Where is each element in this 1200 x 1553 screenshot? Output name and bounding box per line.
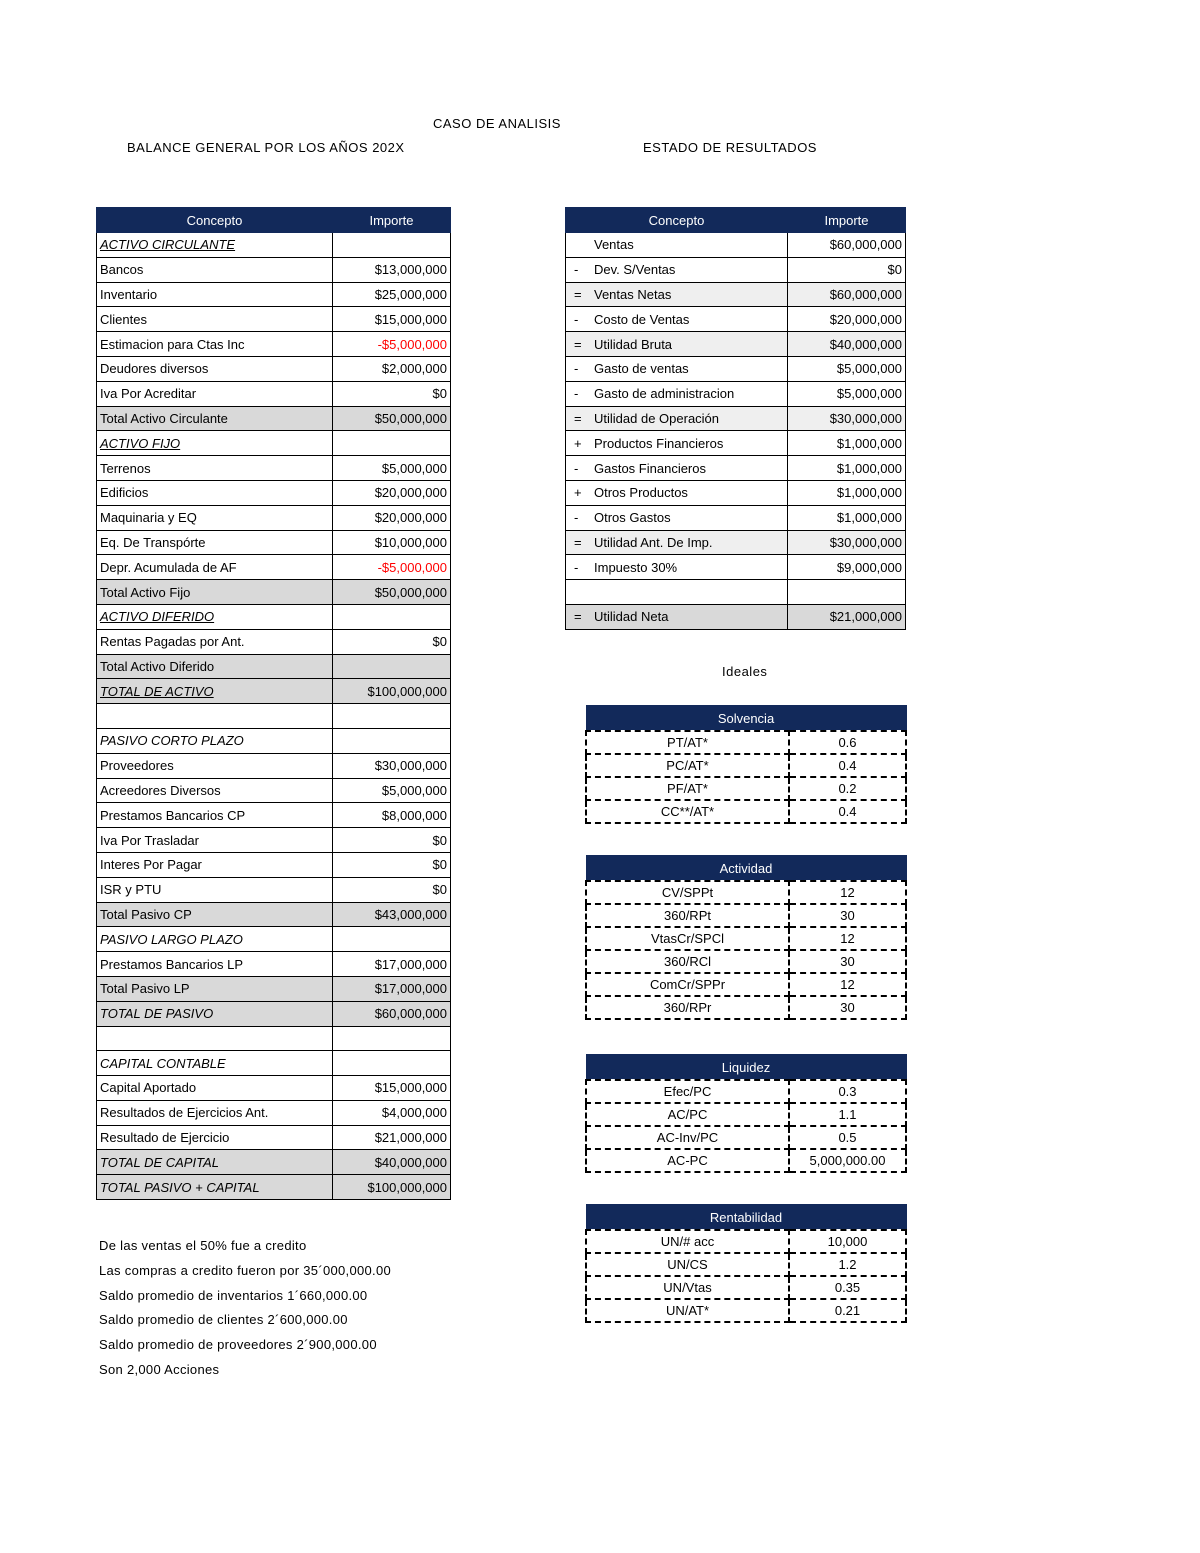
er-row — [566, 307, 906, 332]
bs-amount: $2,000,000 — [333, 356, 451, 381]
bs-amount: $15,000,000 — [333, 307, 451, 332]
bs-row — [97, 1001, 451, 1026]
er-concept-cell — [566, 530, 788, 555]
er-operator: = — [574, 286, 582, 302]
er-concept-cell — [566, 505, 788, 530]
ratio-row — [586, 1080, 906, 1103]
ratio-formula: AC/PC — [586, 1103, 789, 1126]
er-concept: Utilidad de Operación — [594, 410, 720, 426]
note-line: Saldo promedio de inventarios 1´660,000.00 — [99, 1287, 368, 1303]
ratio-ideal-value: 12 — [789, 927, 906, 950]
bs-amount: $5,000,000 — [333, 778, 451, 803]
ratio-row — [586, 1276, 906, 1299]
er-operator: = — [574, 609, 582, 625]
ratio-formula: UN/AT* — [586, 1299, 789, 1322]
ratio-row — [586, 1126, 906, 1149]
note-line: Son 2,000 Acciones — [99, 1362, 220, 1377]
ratio-row — [586, 1299, 906, 1322]
er-operator: = — [574, 534, 582, 550]
bs-row — [97, 332, 451, 357]
er-row — [566, 604, 906, 629]
er-concept: Dev. S/Ventas — [594, 262, 676, 278]
er-row — [566, 282, 906, 307]
er-amount: $9,000,000 — [788, 555, 906, 580]
bs-row — [97, 307, 451, 332]
bs-row — [97, 530, 451, 555]
er-concept-cell — [566, 257, 788, 282]
bs-row — [97, 753, 451, 778]
bs-row — [97, 803, 451, 828]
bs-amount: $0 — [333, 877, 451, 902]
er-concept: Utilidad Bruta — [594, 336, 673, 352]
bs-concept: TOTAL DE ACTIVO — [97, 679, 333, 704]
bs-amount: $50,000,000 — [333, 406, 451, 431]
bs-row — [97, 1100, 451, 1125]
er-amount: $1,000,000 — [788, 505, 906, 530]
bs-amount: $13,000,000 — [333, 257, 451, 282]
bs-amount: $0 — [333, 828, 451, 853]
bs-concept: Interes Por Pagar — [97, 852, 333, 877]
ratio-row — [586, 973, 906, 996]
bs-amount — [333, 728, 451, 753]
er-concept-cell — [566, 480, 788, 505]
ratio-row — [586, 904, 906, 927]
er-concept: Gasto de ventas — [594, 361, 689, 377]
bs-concept: TOTAL DE PASIVO — [97, 1001, 333, 1026]
bs-amount: $0 — [333, 852, 451, 877]
income-statement-table — [565, 207, 906, 630]
bs-row — [97, 1076, 451, 1101]
ratio-formula: UN/Vtas — [586, 1276, 789, 1299]
bs-concept: Terrenos — [97, 456, 333, 481]
ratio-row — [586, 777, 906, 800]
er-operator: = — [574, 336, 582, 352]
er-concept-cell — [566, 406, 788, 431]
er-concept-cell — [566, 580, 788, 605]
bs-row — [97, 1150, 451, 1175]
bs-amount: $4,000,000 — [333, 1100, 451, 1125]
ratio-ideal-value: 12 — [789, 973, 906, 996]
er-row — [566, 381, 906, 406]
bs-row — [97, 381, 451, 406]
bs-amount: $21,000,000 — [333, 1125, 451, 1150]
bs-row — [97, 828, 451, 853]
ratio-ideal-value: 12 — [789, 881, 906, 904]
er-row — [566, 505, 906, 530]
bs-amount: -$5,000,000 — [333, 555, 451, 580]
er-amount: $0 — [788, 257, 906, 282]
ratio-formula: AC-Inv/PC — [586, 1126, 789, 1149]
er-amount: $40,000,000 — [788, 332, 906, 357]
er-row — [566, 530, 906, 555]
er-amount: $5,000,000 — [788, 381, 906, 406]
bs-concept: Total Activo Fijo — [97, 580, 333, 605]
er-operator: - — [574, 361, 579, 377]
bs-concept: Resultado de Ejercicio — [97, 1125, 333, 1150]
er-amount: $1,000,000 — [788, 456, 906, 481]
bs-concept: Eq. De Transpórte — [97, 530, 333, 555]
bs-amount: $10,000,000 — [333, 530, 451, 555]
er-operator: - — [574, 262, 579, 278]
ratio-row — [586, 754, 906, 777]
er-amount — [788, 580, 906, 605]
bs-concept: Estimacion para Ctas Inc — [97, 332, 333, 357]
bs-amount — [333, 1051, 451, 1076]
bs-row — [97, 704, 451, 729]
er-concept: Otros Gastos — [594, 510, 671, 526]
er-operator: - — [574, 311, 579, 327]
bs-row — [97, 505, 451, 530]
bs-concept: ACTIVO FIJO — [97, 431, 333, 456]
bs-row — [97, 952, 451, 977]
bs-concept — [97, 704, 333, 729]
ratio-ideal-value: 1.2 — [789, 1253, 906, 1276]
er-concept-cell — [566, 282, 788, 307]
bs-amount: $17,000,000 — [333, 976, 451, 1001]
bs-concept: Inventario — [97, 282, 333, 307]
bs-amount — [333, 704, 451, 729]
ratio-ideal-value: 0.21 — [789, 1299, 906, 1322]
bs-concept — [97, 1026, 333, 1051]
ratio-table-title: Solvencia — [586, 706, 906, 732]
bs-row — [97, 654, 451, 679]
bs-row — [97, 1125, 451, 1150]
ratio-table-rentabilidad — [585, 1204, 907, 1323]
bs-amount — [333, 654, 451, 679]
ratio-row — [586, 1253, 906, 1276]
note-line: Saldo promedio de proveedores 2´900,000.00 — [99, 1337, 377, 1353]
ratio-row — [586, 950, 906, 973]
bs-amount: -$5,000,000 — [333, 332, 451, 357]
bs-row — [97, 257, 451, 282]
ratio-ideal-value: 30 — [789, 904, 906, 927]
er-concept-cell — [566, 431, 788, 456]
ratio-row — [586, 800, 906, 823]
er-amount: $21,000,000 — [788, 604, 906, 629]
bs-amount — [333, 233, 451, 258]
bs-amount: $25,000,000 — [333, 282, 451, 307]
balance-sheet-table — [96, 207, 451, 1200]
bs-concept: Iva Por Trasladar — [97, 828, 333, 853]
bs-amount: $100,000,000 — [333, 679, 451, 704]
bs-row — [97, 406, 451, 431]
bs-amount: $30,000,000 — [333, 753, 451, 778]
bs-concept: Proveedores — [97, 753, 333, 778]
er-row — [566, 480, 906, 505]
er-row — [566, 456, 906, 481]
bs-amount: $8,000,000 — [333, 803, 451, 828]
bs-amount: $50,000,000 — [333, 580, 451, 605]
bs-header-concepto: Concepto — [97, 208, 333, 233]
ratio-row — [586, 927, 906, 950]
bs-concept: Total Pasivo CP — [97, 902, 333, 927]
results-title: ESTADO DE RESULTADOS — [643, 140, 817, 155]
bs-concept: Total Activo Circulante — [97, 406, 333, 431]
bs-header-importe: Importe — [333, 208, 451, 233]
bs-amount: $40,000,000 — [333, 1150, 451, 1175]
ratio-formula: PT/AT* — [586, 731, 789, 754]
note-line: Saldo promedio de clientes 2´600,000.00 — [99, 1312, 348, 1328]
er-header-concepto: Concepto — [566, 208, 788, 233]
ratio-formula: CV/SPPt — [586, 881, 789, 904]
ratio-table-solvencia — [585, 705, 907, 824]
bs-row — [97, 679, 451, 704]
ratio-ideal-value: 0.2 — [789, 777, 906, 800]
ratio-row — [586, 1103, 906, 1126]
er-row — [566, 431, 906, 456]
ratio-table-liquidez — [585, 1054, 907, 1173]
ratio-ideal-value: 0.35 — [789, 1276, 906, 1299]
ratio-formula: UN/CS — [586, 1253, 789, 1276]
ratio-ideal-value: 1.1 — [789, 1103, 906, 1126]
ratio-formula: PF/AT* — [586, 777, 789, 800]
er-concept: Utilidad Ant. De Imp. — [594, 534, 713, 550]
bs-concept: Maquinaria y EQ — [97, 505, 333, 530]
er-concept: Ventas Netas — [594, 286, 672, 302]
ratio-formula: VtasCr/SPCl — [586, 927, 789, 950]
bs-row — [97, 1175, 451, 1200]
er-concept-cell — [566, 356, 788, 381]
er-operator: = — [574, 410, 582, 426]
bs-row — [97, 1026, 451, 1051]
bs-row — [97, 1051, 451, 1076]
er-row — [566, 257, 906, 282]
er-operator: + — [574, 435, 582, 451]
bs-concept: Acreedores Diversos — [97, 778, 333, 803]
ratio-formula: 360/RCl — [586, 950, 789, 973]
er-concept: Impuesto 30% — [594, 559, 678, 575]
bs-concept: PASIVO LARGO PLAZO — [97, 927, 333, 952]
er-amount: $60,000,000 — [788, 233, 906, 258]
er-operator: - — [574, 510, 579, 526]
er-concept-cell — [566, 233, 788, 258]
bs-concept: Prestamos Bancarios CP — [97, 803, 333, 828]
bs-amount — [333, 604, 451, 629]
bs-amount — [333, 927, 451, 952]
notes-block — [99, 1238, 499, 1398]
er-row — [566, 332, 906, 357]
er-row — [566, 233, 906, 258]
ratio-formula: UN/# acc — [586, 1230, 789, 1253]
bs-row — [97, 604, 451, 629]
er-amount: $20,000,000 — [788, 307, 906, 332]
note-line: De las ventas el 50% fue a credito — [99, 1238, 307, 1253]
er-concept-cell — [566, 381, 788, 406]
bs-concept: Capital Aportado — [97, 1076, 333, 1101]
er-concept: Otros Productos — [594, 485, 688, 501]
bs-amount — [333, 431, 451, 456]
er-amount: $1,000,000 — [788, 480, 906, 505]
bs-row — [97, 976, 451, 1001]
er-amount: $30,000,000 — [788, 530, 906, 555]
ratio-formula: Efec/PC — [586, 1080, 789, 1103]
ratio-formula: ComCr/SPPr — [586, 973, 789, 996]
ratio-row — [586, 881, 906, 904]
ratio-row — [586, 996, 906, 1019]
er-operator: - — [574, 460, 579, 476]
bs-concept: ISR y PTU — [97, 877, 333, 902]
er-amount: $1,000,000 — [788, 431, 906, 456]
ratio-ideal-value: 30 — [789, 996, 906, 1019]
bs-row — [97, 480, 451, 505]
bs-row — [97, 902, 451, 927]
bs-amount: $20,000,000 — [333, 505, 451, 530]
ratio-ideal-value: 30 — [789, 950, 906, 973]
ratio-ideal-value: 0.4 — [789, 800, 906, 823]
bs-amount: $43,000,000 — [333, 902, 451, 927]
ratio-row — [586, 731, 906, 754]
ratio-ideal-value: 0.6 — [789, 731, 906, 754]
er-concept-cell — [566, 555, 788, 580]
ratio-table-actividad — [585, 855, 907, 1020]
bs-amount: $15,000,000 — [333, 1076, 451, 1101]
ratio-ideal-value: 0.4 — [789, 754, 906, 777]
bs-concept: PASIVO CORTO PLAZO — [97, 728, 333, 753]
bs-amount: $5,000,000 — [333, 456, 451, 481]
bs-concept: Edificios — [97, 480, 333, 505]
er-header-importe: Importe — [788, 208, 906, 233]
balance-title: BALANCE GENERAL POR LOS AÑOS 202X — [127, 140, 405, 155]
bs-row — [97, 580, 451, 605]
ratio-formula: 360/RPt — [586, 904, 789, 927]
note-line: Las compras a credito fueron por 35´000,000.00 — [99, 1262, 392, 1278]
er-concept-cell — [566, 307, 788, 332]
bs-amount: $20,000,000 — [333, 480, 451, 505]
bs-amount — [333, 1026, 451, 1051]
bs-concept: Prestamos Bancarios LP — [97, 952, 333, 977]
bs-amount: $60,000,000 — [333, 1001, 451, 1026]
bs-row — [97, 233, 451, 258]
bs-concept: Rentas Pagadas por Ant. — [97, 629, 333, 654]
bs-amount: $0 — [333, 629, 451, 654]
bs-concept: TOTAL DE CAPITAL — [97, 1150, 333, 1175]
bs-concept: Bancos — [97, 257, 333, 282]
bs-amount: $0 — [333, 381, 451, 406]
er-concept: Costo de Ventas — [594, 311, 690, 327]
ratio-ideal-value: 0.5 — [789, 1126, 906, 1149]
bs-row — [97, 927, 451, 952]
ratio-formula: AC-PC — [586, 1149, 789, 1172]
bs-row — [97, 356, 451, 381]
er-operator: - — [574, 386, 579, 402]
er-concept: Utilidad Neta — [594, 609, 669, 625]
er-operator: - — [574, 559, 579, 575]
bs-concept: Iva Por Acreditar — [97, 381, 333, 406]
er-concept: Gastos Financieros — [594, 460, 706, 476]
ratio-ideal-value: 10,000 — [789, 1230, 906, 1253]
er-operator: + — [574, 485, 582, 501]
ratio-formula: PC/AT* — [586, 754, 789, 777]
bs-row — [97, 456, 451, 481]
bs-concept: ACTIVO CIRCULANTE — [97, 233, 333, 258]
ratio-row — [586, 1230, 906, 1253]
bs-concept: ACTIVO DIFERIDO — [97, 604, 333, 629]
case-title: CASO DE ANALISIS — [433, 116, 561, 131]
bs-row — [97, 282, 451, 307]
er-concept-cell — [566, 604, 788, 629]
er-amount: $30,000,000 — [788, 406, 906, 431]
er-concept: Ventas — [594, 237, 634, 253]
bs-row — [97, 852, 451, 877]
er-row — [566, 580, 906, 605]
bs-concept: Total Activo Diferido — [97, 654, 333, 679]
bs-concept: CAPITAL CONTABLE — [97, 1051, 333, 1076]
ratio-table-title: Actividad — [586, 856, 906, 882]
er-row — [566, 555, 906, 580]
er-amount: $60,000,000 — [788, 282, 906, 307]
ratio-table-title: Liquidez — [586, 1055, 906, 1081]
er-concept-cell — [566, 456, 788, 481]
ratio-formula: 360/RPr — [586, 996, 789, 1019]
bs-concept: Resultados de Ejercicios Ant. — [97, 1100, 333, 1125]
er-row — [566, 406, 906, 431]
ratio-row — [586, 1149, 906, 1172]
bs-row — [97, 629, 451, 654]
bs-concept: Total Pasivo LP — [97, 976, 333, 1001]
bs-concept: Deudores diversos — [97, 356, 333, 381]
er-concept-cell — [566, 332, 788, 357]
ideales-label: Ideales — [722, 664, 768, 679]
bs-amount: $17,000,000 — [333, 952, 451, 977]
ratio-table-title: Rentabilidad — [586, 1205, 906, 1231]
bs-concept: TOTAL PASIVO + CAPITAL — [97, 1175, 333, 1200]
bs-row — [97, 431, 451, 456]
bs-row — [97, 555, 451, 580]
er-concept: Productos Financieros — [594, 435, 724, 451]
ratio-ideal-value: 0.3 — [789, 1080, 906, 1103]
bs-row — [97, 877, 451, 902]
ratio-ideal-value: 5,000,000.00 — [789, 1149, 906, 1172]
er-concept: Gasto de administracion — [594, 386, 735, 402]
bs-amount: $100,000,000 — [333, 1175, 451, 1200]
bs-row — [97, 728, 451, 753]
bs-concept: Depr. Acumulada de AF — [97, 555, 333, 580]
bs-row — [97, 778, 451, 803]
ratio-formula: CC**/AT* — [586, 800, 789, 823]
er-row — [566, 356, 906, 381]
bs-concept: Clientes — [97, 307, 333, 332]
er-amount: $5,000,000 — [788, 356, 906, 381]
